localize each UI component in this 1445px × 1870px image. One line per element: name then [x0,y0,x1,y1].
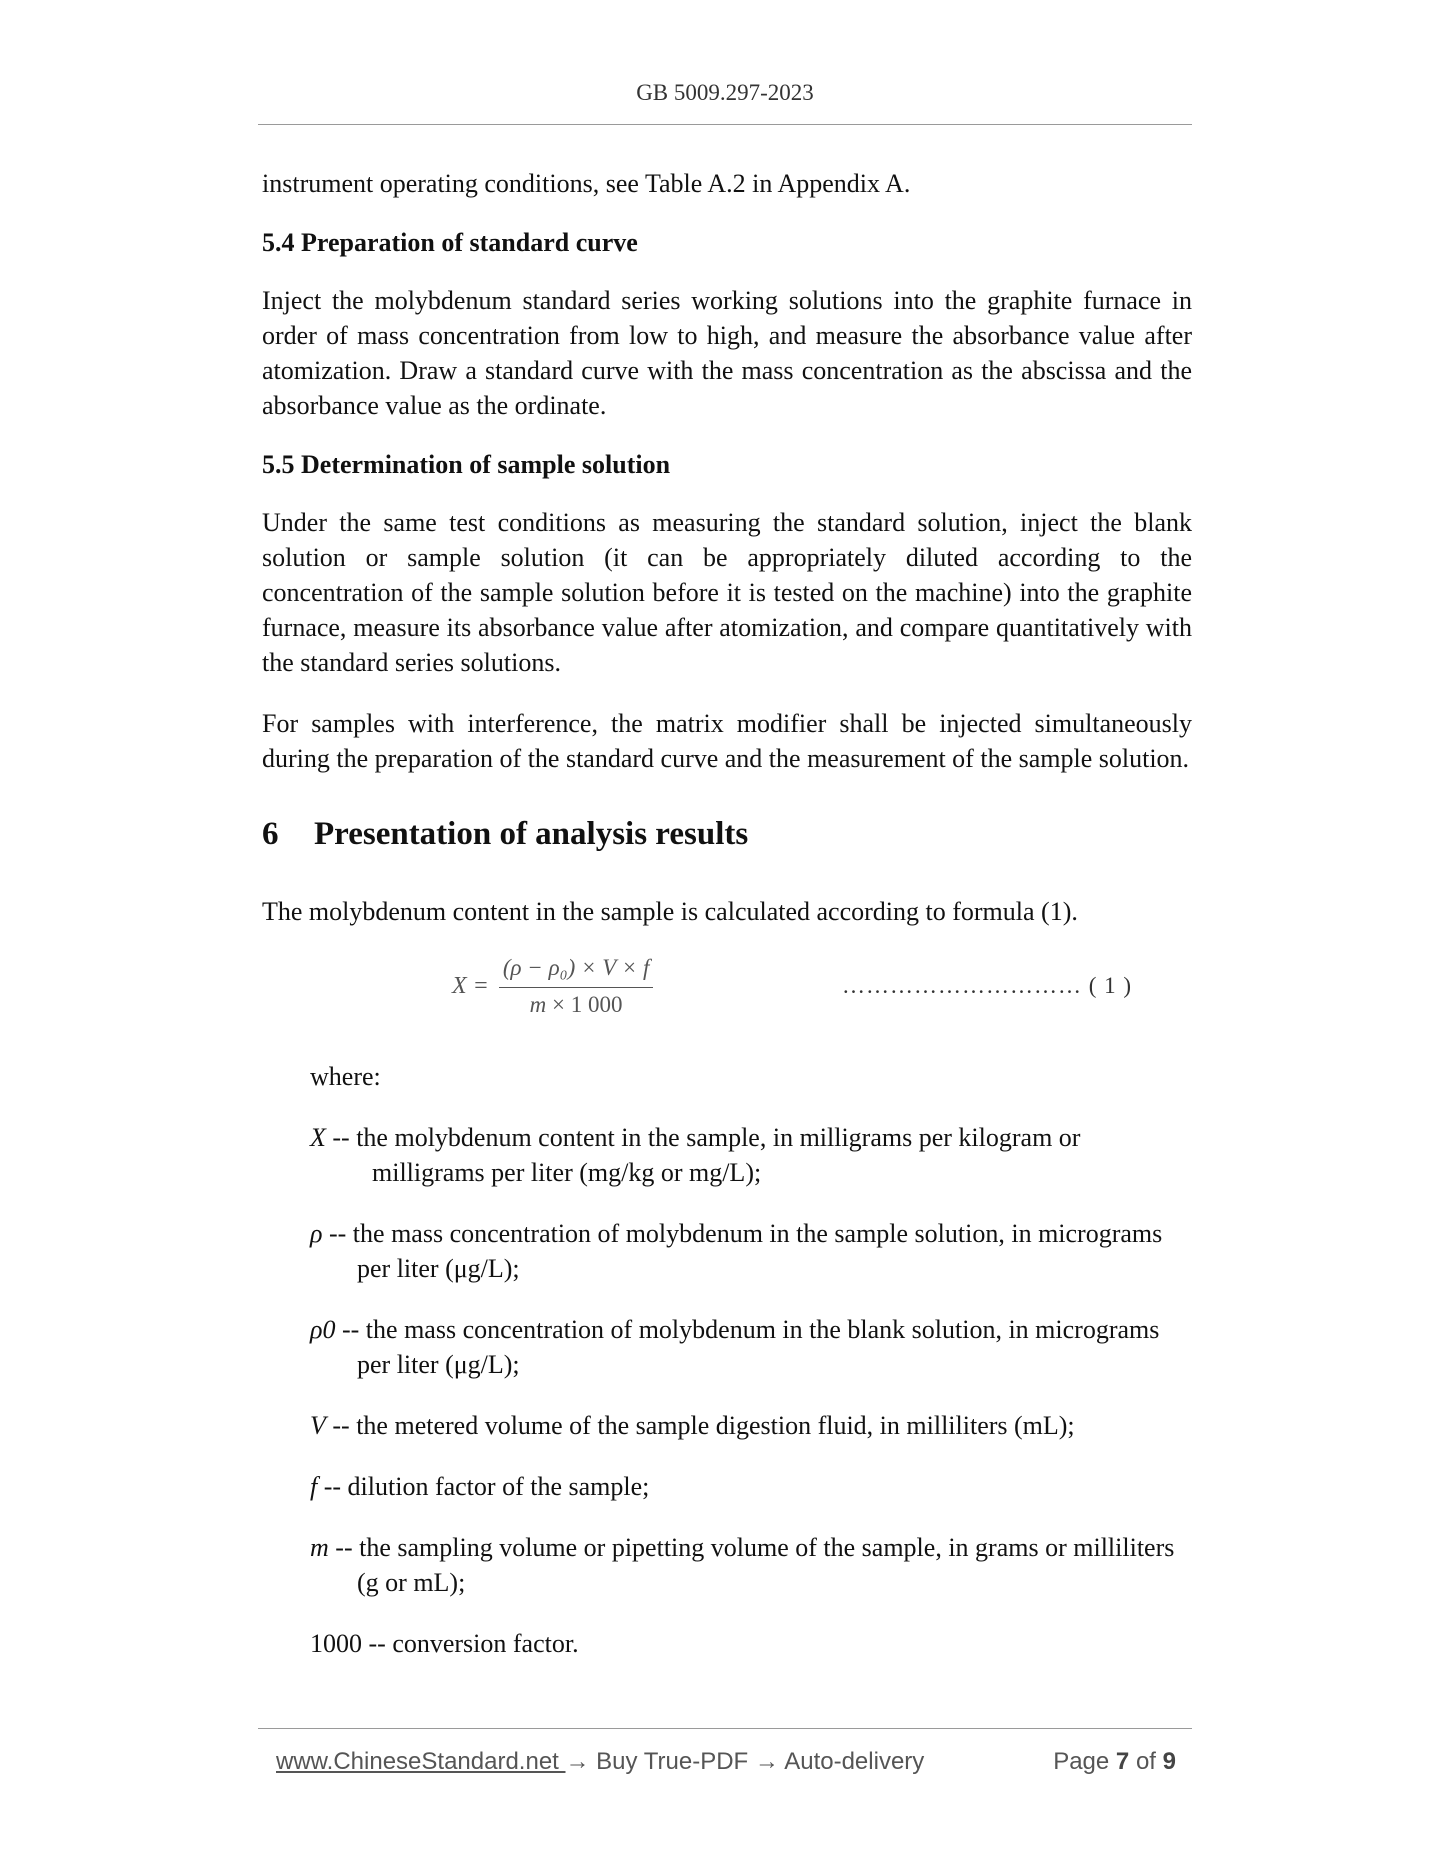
def-symbol: m [310,1533,329,1562]
formula-fraction [499,955,653,1018]
def-symbol: ρ [310,1219,323,1248]
definition-f [310,1469,1192,1504]
formula-denominator [530,988,623,1018]
def-continuation: per liter (μg/L); [357,1350,520,1379]
formula-intro: The molybdenum content in the sample is calculated according to formula (1). [262,897,1078,926]
header-divider [258,124,1192,125]
formula-expression [452,955,653,1018]
def-text: -- the mass concentration of molybdenum in the sample solution, in micrograms [322,1219,1163,1248]
def-text: -- conversion factor. [362,1629,579,1658]
document-id-header: GB 5009.297-2023 [636,80,814,105]
def-text: -- the sampling volume or pipetting volume of the sample, in grams or milliliters [328,1533,1175,1562]
def-continuation: per liter (μg/L); [357,1254,520,1283]
def-symbol: f [310,1472,318,1501]
section-6-number: 6 [262,816,279,852]
page-current: 7 [1115,1748,1130,1775]
section-5-5-title: 5.5 Determination of sample solution [262,450,671,479]
def-continuation: (g or mL); [357,1568,466,1597]
definition-m [310,1530,1192,1600]
section-5-4-text: Inject the molybdenum standard series working solutions into the graphite furnace in order of mass concentration from low to high, and measure the absorbance value after atomization. Draw a standard curve with the mass concentration as the abscissa and the absorbance value as the ordinate. [262,286,1192,420]
definition-x [310,1120,1192,1190]
formula-den-var: m [529,992,547,1017]
def-text: -- the metered volume of the sample digestion fluid, in milliliters (mL); [325,1411,1075,1440]
def-symbol: 1000 [310,1629,362,1658]
def-text: -- dilution factor of the sample; [317,1472,650,1501]
where-label: where: [310,1062,381,1091]
def-symbol: V [310,1411,326,1440]
page-footer [276,1748,1176,1776]
section-6-heading [262,814,1192,854]
section-5-5-text-2: For samples with interference, the matrix modifier shall be injected simultaneously during the preparation of the standard curve and the measurement of the sample solution. [262,709,1192,773]
definition-1000 [310,1626,1192,1661]
formula-1 [262,955,1192,1047]
definition-rho [310,1216,1192,1286]
formula-numerator: (ρ − ρ₀) × V × f [499,955,653,988]
section-5-4-title: 5.4 Preparation of standard curve [262,228,638,257]
definition-rho0 [310,1312,1192,1382]
page-content [262,166,1192,1687]
formula-den-rest: × 1 000 [546,992,623,1017]
section-6-title: Presentation of analysis results [314,816,749,852]
def-text: -- the mass concentration of molybdenum in the blank solution, in micrograms [335,1315,1160,1344]
definition-v [310,1408,1192,1443]
page-total: 9 [1162,1748,1176,1775]
page-indicator [1053,1748,1176,1776]
continued-paragraph: instrument operating conditions, see Table A.2 in Appendix A. [262,169,911,198]
def-symbol: ρ0 [310,1315,336,1344]
def-symbol: X [310,1123,326,1152]
footer-divider [258,1728,1192,1729]
section-5-5-text-1: Under the same test conditions as measuring the standard solution, inject the blank solution or sample solution (it can be appropriately diluted according to the concentration of the sample solution before it is tested on the machine) into the graphite furnace, measure its absorbance value after atomization, and compare quantitatively with the standard series solutions. [262,508,1192,677]
footer-promo-text: → Buy True-PDF → Auto-delivery [565,1748,925,1775]
page-of: of [1135,1748,1156,1775]
formula-number: ………………………… ( 1 ) [842,973,1133,998]
page-label: Page [1053,1748,1110,1775]
website-link[interactable]: www.ChineseStandard.net [276,1748,566,1775]
def-continuation: milligrams per liter (mg/kg or mg/L); [372,1158,762,1187]
def-text: -- the molybdenum content in the sample, in milligrams per kilogram or [325,1123,1081,1152]
formula-lhs: X = [452,973,489,999]
